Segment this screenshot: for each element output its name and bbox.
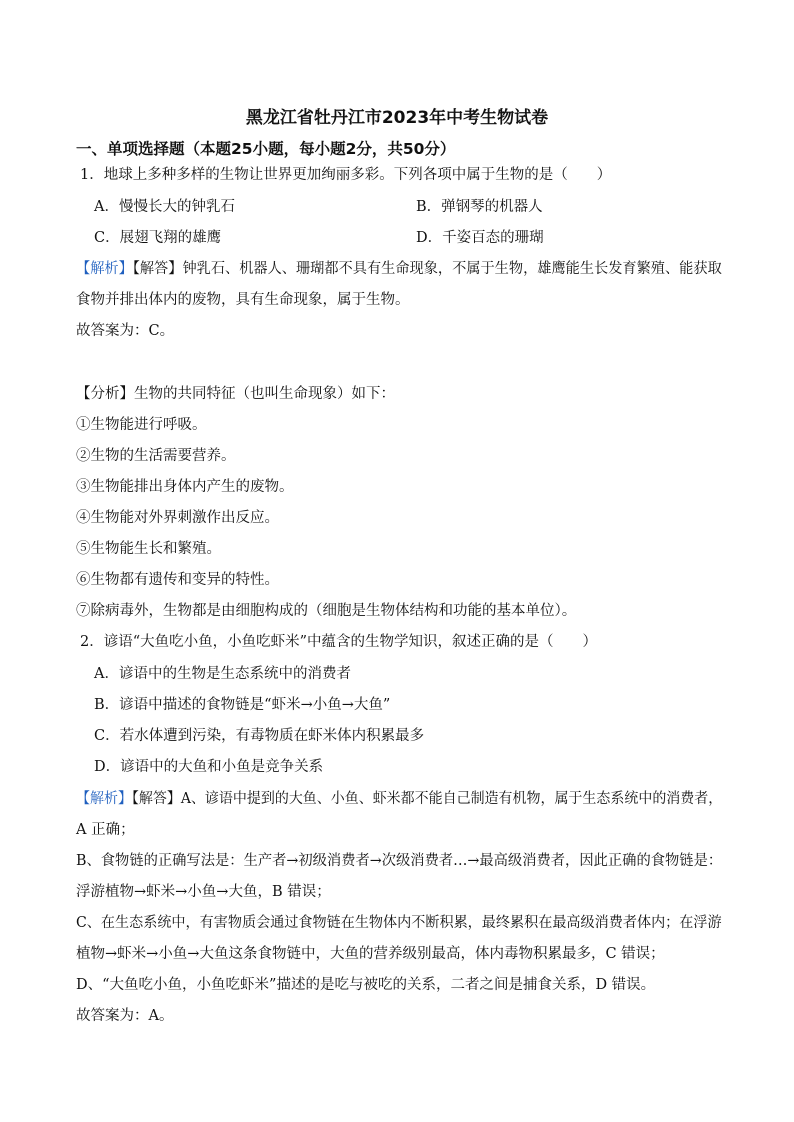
fenxi-point: ⑤生物能生长和繁殖。	[76, 541, 221, 557]
question-2-analysis-line: 植物→虾米→小鱼→大鱼这条食物链中，大鱼的营养级别最高，体内毒物积累最多，C 错误；	[76, 946, 665, 962]
fenxi-point: ②生物的生活需要营养。	[76, 448, 236, 464]
question-2-analysis-line-1	[76, 789, 722, 809]
question-2-analysis-line: D、“大鱼吃小鱼，小鱼吃虾米”描述的是吃与被吃的关系，二者之间是捕食关系，D 错误。	[76, 977, 656, 993]
fenxi-point: ⑥生物都有遗传和变异的特性。	[76, 572, 279, 588]
fenxi-point: ③生物能排出身体内产生的废物。	[76, 479, 294, 495]
question-2-analysis-line: A 正确；	[76, 822, 135, 838]
question-1-analysis-line-2: 食物并排出体内的废物，具有生命现象，属于生物。	[76, 292, 410, 308]
fenxi-point: ①生物能进行呼吸。	[76, 417, 207, 433]
question-2-analysis-line: 浮游植物→虾米→小鱼→大鱼，B 错误；	[76, 884, 331, 900]
question-2-analysis-line: B、食物链的正确写法是：生产者→初级消费者→次级消费者…→最高级消费者，因此正确的食物链是：	[76, 853, 723, 869]
question-1-analysis-line-1	[76, 259, 722, 279]
question-2-option-d: D．谚语中的大鱼和小鱼是竞争关系	[94, 759, 324, 775]
question-2-stem: 2．谚语“大鱼吃小鱼，小鱼吃虾米”中蕴含的生物学知识，叙述正确的是（ ）	[80, 634, 598, 650]
question-1-option-d: D．千姿百态的珊瑚	[416, 230, 544, 246]
page-title: 黑龙江省牡丹江市2023年中考生物试卷	[245, 108, 549, 128]
question-2-option-b: B．谚语中描述的食物链是“虾米→小鱼→大鱼”	[94, 697, 391, 713]
question-1-answer: 故答案为：C。	[76, 323, 175, 339]
analysis-text: 【解答】A、谚语中提到的大鱼、小鱼、虾米都不能自己制造有机物，属于生态系统中的消费者，	[131, 791, 723, 807]
analysis-tag: 【解析】	[76, 791, 132, 807]
question-1-option-c: C．展翅飞翔的雄鹰	[94, 230, 222, 246]
question-2-option-a: A．谚语中的生物是生态系统中的消费者	[94, 666, 351, 682]
question-1-option-b: B．弹钢琴的机器人	[416, 199, 543, 215]
question-1-stem: 1．地球上多种多样的生物让世界更加绚丽多彩。下列各项中属于生物的是（ ）	[80, 167, 612, 183]
section-heading: 一、单项选择题（本题25小题，每小题2分，共50分）	[76, 140, 456, 158]
fenxi-point: ⑦除病毒外，生物都是由细胞构成的（细胞是生物体结构和功能的基本单位）。	[76, 603, 577, 619]
fenxi-point: ④生物能对外界刺激作出反应。	[76, 510, 279, 526]
question-2-answer: 故答案为：A。	[76, 1008, 174, 1024]
question-1-option-a: A．慢慢长大的钟乳石	[94, 199, 235, 215]
question-2-option-c: C．若水体遭到污染，有毒物质在虾米体内积累最多	[94, 728, 425, 744]
analysis-text: 【解答】钟乳石、机器人、珊瑚都不具有生命现象，不属于生物，雄鹰能生长发育繁殖、能获取	[132, 261, 722, 277]
question-1-fenxi-heading: 【分析】生物的共同特征（也叫生命现象）如下：	[76, 386, 395, 402]
analysis-tag: 【解析】	[76, 261, 133, 277]
question-2-analysis-line: C、在生态系统中，有害物质会通过食物链在生物体内不断积累，最终累积在最高级消费者体内；在浮游	[76, 915, 722, 931]
